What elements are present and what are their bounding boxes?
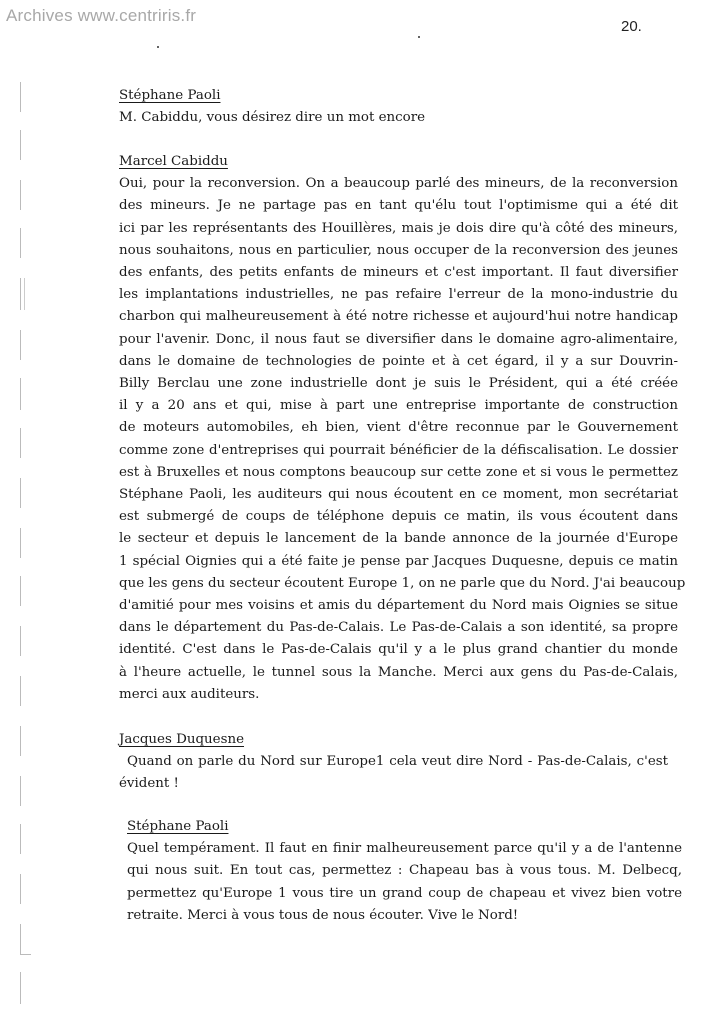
transcript-line: retraite. Merci à vous tous de nous écouter. Vive le Nord! xyxy=(127,907,519,923)
margin-mark xyxy=(20,278,25,310)
margin-mark xyxy=(20,528,31,558)
margin-mark xyxy=(20,130,31,160)
margin-mark xyxy=(20,776,31,806)
scan-speck xyxy=(418,36,420,38)
margin-mark xyxy=(20,428,31,458)
transcript-line: M. Cabiddu, vous désirez dire un mot encore xyxy=(119,110,426,126)
speaker-name: Marcel Cabiddu xyxy=(119,154,228,169)
margin-mark xyxy=(20,726,31,756)
margin-mark xyxy=(20,82,31,112)
margin-mark xyxy=(20,228,31,258)
transcript-line: Stéphane Paoli, les auditeurs qui nous écoutent en ce moment, mon secrétariat xyxy=(119,487,678,503)
speaker-block xyxy=(127,816,682,927)
transcript-line: Quand on parle du Nord sur Europe1 cela veut dire Nord - Pas-de-Calais, c'est xyxy=(127,754,668,770)
margin-mark xyxy=(20,330,31,360)
margin-mark xyxy=(20,576,31,606)
transcript-line: comme zone d'entreprises qui pourrait bénéficier de la défiscalisation. Le dossier xyxy=(119,442,678,458)
margin-mark xyxy=(20,874,31,904)
transcript-line: est submergé de coups de téléphone depuis ce matin, ils vous écoutent dans xyxy=(119,509,678,525)
archive-watermark: Archives www.centriris.fr xyxy=(6,6,197,25)
transcript-line: des mineurs. Je ne partage pas en tant qu'élu tout l'optimisme qui a été dit xyxy=(119,198,678,214)
transcript-line: évident ! xyxy=(119,776,179,792)
margin-mark xyxy=(20,478,31,508)
margin-mark xyxy=(20,824,31,854)
transcript-line: à l'heure actuelle, le tunnel sous la Manche. Merci aux gens du Pas-de-Calais, xyxy=(119,664,678,680)
scan-speck xyxy=(157,46,159,48)
transcript-line: il y a 20 ans et qui, mise à part une entreprise importante de construction xyxy=(119,398,678,414)
speaker-block xyxy=(119,85,426,129)
margin-mark xyxy=(20,180,31,210)
transcript-line: dans le domaine de technologies de pointe et à cet égard, il y a sur Douvrin- xyxy=(119,353,678,369)
speaker-name: Stéphane Paoli xyxy=(127,819,229,834)
transcript-line: nous souhaitons, nous en particulier, nous occuper de la reconversion des jeunes xyxy=(119,242,678,258)
transcript-line: Quel tempérament. Il faut en finir malheureusement parce qu'il y a de l'antenne xyxy=(127,841,682,857)
transcript-line: dans le département du Pas-de-Calais. Le Pas-de-Calais a son identité, sa propre xyxy=(119,620,678,636)
transcript-line: de moteurs automobiles, eh bien, vient d'être reconnue par le Gouvernement xyxy=(119,420,678,436)
transcript-line: qui nous suit. En tout cas, permettez : Chapeau bas à vous tous. M. Delbecq, xyxy=(127,863,682,879)
speaker-block xyxy=(119,151,686,706)
page-number: 20. xyxy=(621,18,642,35)
transcript-line: merci aux auditeurs. xyxy=(119,686,260,702)
transcript-line: identité. C'est dans le Pas-de-Calais qu'il y a le plus grand chantier du monde xyxy=(119,642,678,658)
transcript-line: est à Bruxelles et nous comptons beaucoup sur cette zone et si vous le permettez xyxy=(119,464,678,480)
speaker-name: Jacques Duquesne xyxy=(119,732,245,747)
margin-mark xyxy=(20,676,31,706)
margin-mark xyxy=(20,378,31,410)
transcript-line: ici par les représentants des Houillères, mais je dois dire qu'à côté des mineurs, xyxy=(119,220,678,236)
speaker-name: Stéphane Paoli xyxy=(119,88,221,103)
transcript-line: pour l'avenir. Donc, il nous faut se diversifier dans le domaine agro-alimentaire, xyxy=(119,331,678,347)
transcript-line: des enfants, des petits enfants de mineurs et c'est important. Il faut diversifier xyxy=(119,265,678,281)
margin-mark xyxy=(20,924,31,955)
margin-mark xyxy=(20,626,31,656)
transcript-line: le secteur et depuis le lancement de la bande annonce de la journée d'Europe xyxy=(119,531,678,547)
transcript-line: 1 spécial Oignies qui a été faite je pense par Jacques Duquesne, depuis ce matin xyxy=(119,553,678,569)
transcript-line: les implantations industrielles, ne pas refaire l'erreur de la mono-industrie du xyxy=(119,287,678,303)
transcript-line: Oui, pour la reconversion. On a beaucoup parlé des mineurs, de la reconversion xyxy=(119,176,678,192)
transcript-line: Billy Berclau une zone industrielle dont je suis le Président, qui a été créée xyxy=(119,376,678,392)
margin-mark xyxy=(20,972,31,1004)
speaker-block xyxy=(119,729,668,796)
transcript-line: d'amitié pour mes voisins et amis du département du Nord mais Oignies se situe xyxy=(119,598,678,614)
transcript-line: charbon qui malheureusement à été notre richesse et aujourd'hui notre handicap xyxy=(119,309,678,325)
transcript-line: que les gens du secteur écoutent Europe 1, on ne parle que du Nord. J'ai beaucoup xyxy=(119,575,686,591)
transcript-line: permettez qu'Europe 1 vous tire un grand coup de chapeau et vivez bien votre xyxy=(127,885,682,901)
